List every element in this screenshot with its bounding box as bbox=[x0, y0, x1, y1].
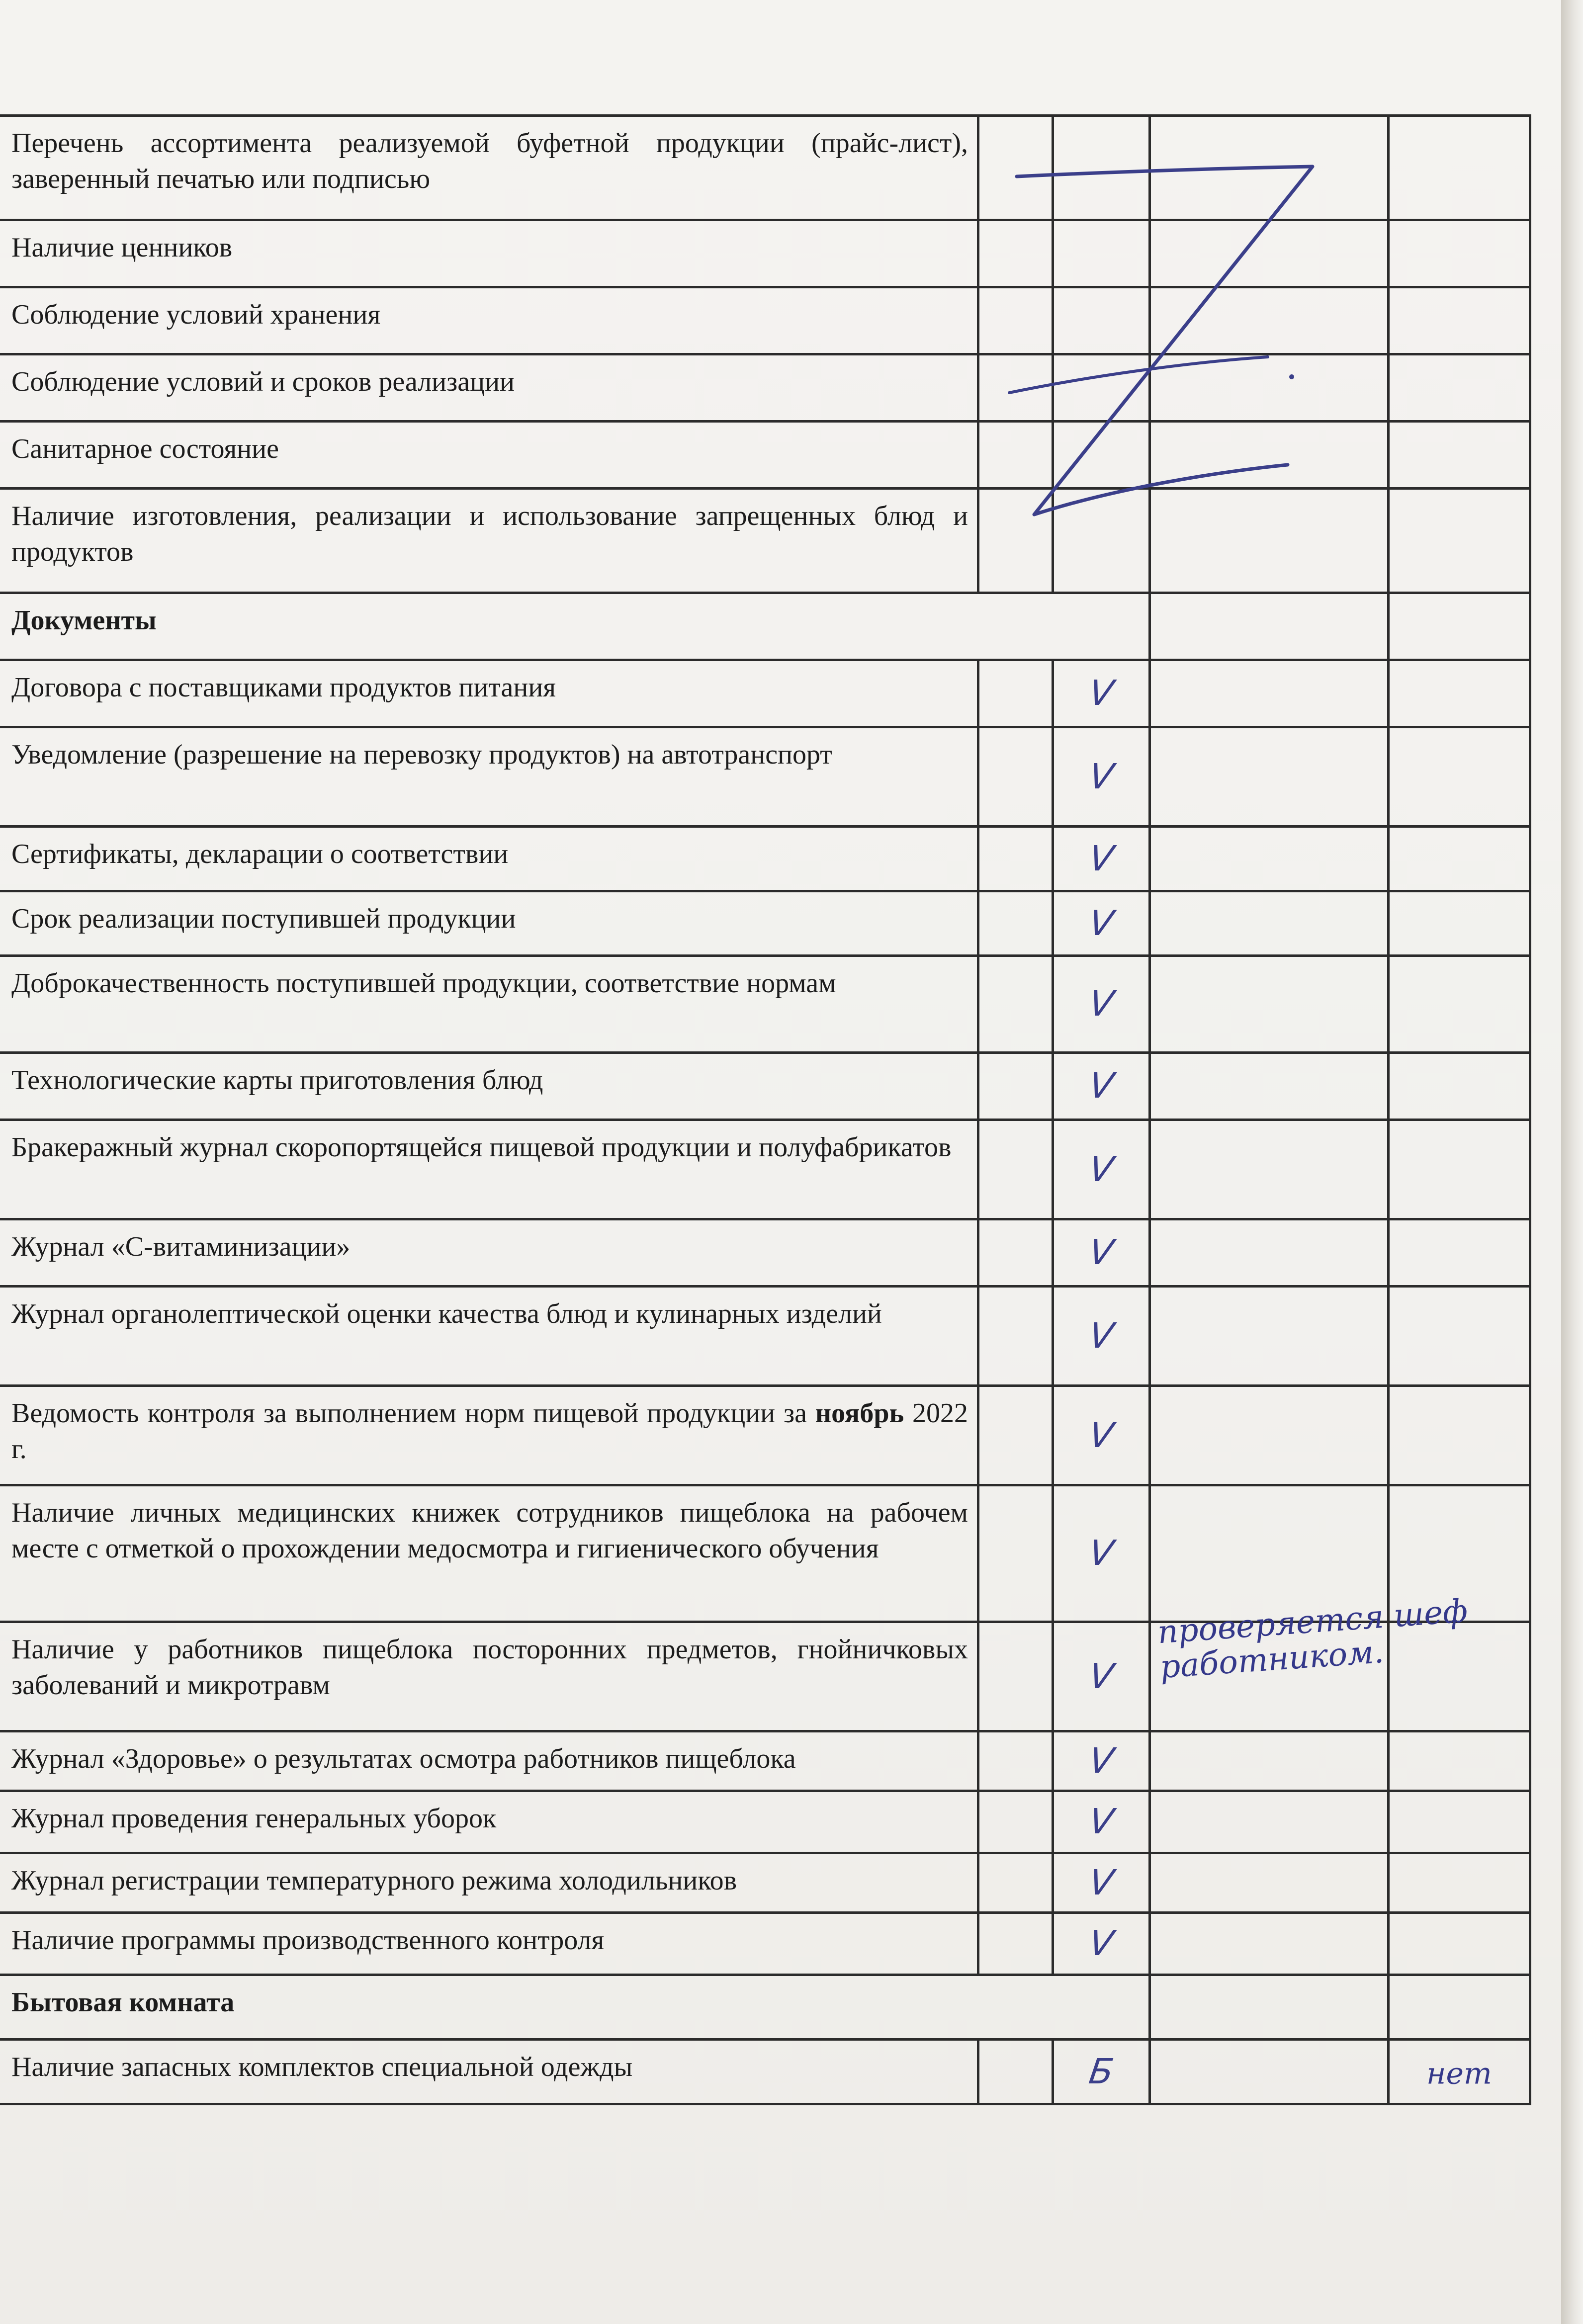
empty-cell bbox=[978, 727, 1053, 827]
note-cell bbox=[1150, 1913, 1389, 1975]
checklist-item-text: Журнал проведения генеральных уборок bbox=[1, 1791, 978, 1853]
check-mark-cell bbox=[1053, 1913, 1150, 1975]
note-cell bbox=[1150, 2040, 1389, 2104]
handwritten-check-mark: V bbox=[1086, 1065, 1116, 1107]
extra-cell bbox=[1389, 827, 1530, 891]
checklist-item-text: Наличие у работников пищеблока посторонних предметов, гнойничковых заболеваний и микротравм bbox=[1, 1622, 978, 1731]
table-row bbox=[1, 1853, 1530, 1913]
extra-cell bbox=[1389, 1731, 1530, 1791]
check-mark-cell bbox=[1053, 727, 1150, 827]
check-mark-cell bbox=[1053, 1622, 1150, 1731]
checklist-item-text: Журнал органолептической оценки качества блюд и кулинарных изделий bbox=[1, 1287, 978, 1386]
extra-cell bbox=[1389, 1913, 1530, 1975]
note-cell bbox=[1150, 1386, 1389, 1485]
extra-cell bbox=[1389, 1791, 1530, 1853]
empty-cell bbox=[978, 956, 1053, 1053]
check-mark-cell bbox=[1053, 1386, 1150, 1485]
check-mark-cell bbox=[1053, 660, 1150, 727]
check-mark-cell bbox=[1053, 1485, 1150, 1622]
handwritten-check-mark: V bbox=[1086, 756, 1116, 797]
checklist-item-text: Перечень ассортимента реализуемой буфетной продукции (прайс-лист), заверенный печатью или подписью bbox=[1, 116, 978, 220]
empty-cell bbox=[978, 1219, 1053, 1287]
checklist-item-text: Бракеражный журнал скоропортящейся пищевой продукции и полуфабрикатов bbox=[1, 1120, 978, 1219]
handwritten-check-mark: V bbox=[1086, 983, 1116, 1025]
extra-cell bbox=[1389, 1219, 1530, 1287]
extra-cell bbox=[1389, 2040, 1530, 2104]
handwritten-check-mark: V bbox=[1086, 1414, 1116, 1456]
empty-cell bbox=[1150, 593, 1389, 660]
empty-cell bbox=[978, 660, 1053, 727]
empty-cell bbox=[978, 1622, 1053, 1731]
section-title: Документы bbox=[1, 593, 1150, 660]
extra-cell bbox=[1389, 1287, 1530, 1386]
check-mark-cell bbox=[1053, 956, 1150, 1053]
table-row bbox=[1, 1219, 1530, 1287]
empty-cell bbox=[978, 1386, 1053, 1485]
scribble-cross-stroke bbox=[1009, 357, 1268, 393]
section-row bbox=[1, 593, 1530, 660]
strike-through-scribble bbox=[0, 0, 1583, 597]
scribble-z-stroke bbox=[1017, 167, 1313, 515]
checklist-item-text: Наличие изготовления, реализации и использование запрещенных блюд и продуктов bbox=[1, 489, 978, 593]
checklist-item-text: Наличие запасных комплектов специальной одежды bbox=[1, 2040, 978, 2104]
note-cell bbox=[1150, 891, 1389, 956]
empty-cell bbox=[978, 1485, 1053, 1622]
section-row bbox=[1, 1975, 1530, 2040]
check-mark-cell bbox=[1053, 1053, 1150, 1120]
handwritten-check-mark: V bbox=[1086, 1801, 1116, 1842]
handwritten-check-mark: V bbox=[1086, 1655, 1116, 1697]
table-row bbox=[1, 891, 1530, 956]
empty-cell bbox=[978, 1287, 1053, 1386]
section-title: Бытовая комната bbox=[1, 1975, 1150, 2040]
empty-cell bbox=[978, 1791, 1053, 1853]
checklist-item-text: Соблюдение условий хранения bbox=[1, 287, 978, 354]
table-row bbox=[1, 2040, 1530, 2104]
empty-cell bbox=[978, 1731, 1053, 1791]
handwritten-net: нет bbox=[1426, 2056, 1492, 2091]
handwritten-check-mark: V bbox=[1086, 902, 1116, 944]
check-mark-cell bbox=[1053, 1791, 1150, 1853]
empty-cell bbox=[978, 1913, 1053, 1975]
note-cell bbox=[1150, 1791, 1389, 1853]
empty-cell bbox=[978, 827, 1053, 891]
extra-cell bbox=[1389, 891, 1530, 956]
check-mark-cell bbox=[1053, 1731, 1150, 1791]
table-row bbox=[1, 1287, 1530, 1386]
checklist-item-text: Журнал «С-витаминизации» bbox=[1, 1219, 978, 1287]
note-cell bbox=[1150, 1853, 1389, 1913]
bold-month: ноябрь bbox=[815, 1398, 904, 1429]
handwritten-check-mark: Б bbox=[1086, 2051, 1116, 2092]
empty-cell bbox=[978, 891, 1053, 956]
note-cell bbox=[1150, 1219, 1389, 1287]
empty-cell bbox=[978, 1853, 1053, 1913]
table-row bbox=[1, 827, 1530, 891]
extra-cell bbox=[1389, 1120, 1530, 1219]
table-row bbox=[1, 1731, 1530, 1791]
checklist-item-text: Журнал регистрации температурного режима холодильников bbox=[1, 1853, 978, 1913]
note-cell bbox=[1150, 1120, 1389, 1219]
ink-dot bbox=[1289, 374, 1294, 379]
empty-cell bbox=[978, 2040, 1053, 2104]
check-mark-cell bbox=[1053, 2040, 1150, 2104]
note-cell bbox=[1150, 1053, 1389, 1120]
handwritten-check-mark: V bbox=[1086, 1148, 1116, 1190]
extra-cell bbox=[1389, 727, 1530, 827]
checklist-item-text: Доброкачественность поступившей продукции, соответствие нормам bbox=[1, 956, 978, 1053]
check-mark-cell bbox=[1053, 1120, 1150, 1219]
checklist-item-text: Срок реализации поступившей продукции bbox=[1, 891, 978, 956]
handwritten-check-mark: V bbox=[1086, 1923, 1116, 1964]
note-cell bbox=[1150, 1287, 1389, 1386]
checklist-item-text: Санитарное состояние bbox=[1, 422, 978, 489]
check-mark-cell bbox=[1053, 1287, 1150, 1386]
empty-cell bbox=[1389, 1975, 1530, 2040]
checklist-item-text: Соблюдение условий и сроков реализации bbox=[1, 354, 978, 422]
note-cell bbox=[1150, 727, 1389, 827]
table-row bbox=[1, 1120, 1530, 1219]
handwritten-check-mark: V bbox=[1086, 1315, 1116, 1356]
empty-cell bbox=[978, 1053, 1053, 1120]
note-cell bbox=[1150, 827, 1389, 891]
check-mark-cell bbox=[1053, 891, 1150, 956]
handwritten-note: проверяется шеф работником. bbox=[1156, 1592, 1469, 1686]
extra-cell bbox=[1389, 1853, 1530, 1913]
table-row bbox=[1, 1913, 1530, 1975]
table-row bbox=[1, 1053, 1530, 1120]
handwritten-check-mark: V bbox=[1086, 673, 1116, 714]
note-cell bbox=[1150, 956, 1389, 1053]
handwritten-check-mark: V bbox=[1086, 1740, 1116, 1781]
table-row bbox=[1, 1485, 1530, 1622]
extra-cell bbox=[1389, 660, 1530, 727]
extra-cell bbox=[1389, 956, 1530, 1053]
empty-cell bbox=[1389, 593, 1530, 660]
note-cell bbox=[1150, 1731, 1389, 1791]
checklist-item-text: Ведомость контроля за выполнением норм пищевой продукции за ноябрь 2022 г. bbox=[1, 1386, 978, 1485]
table-row bbox=[1, 956, 1530, 1053]
handwritten-check-mark: V bbox=[1086, 1862, 1116, 1903]
handwritten-check-mark: V bbox=[1086, 838, 1116, 879]
table-row bbox=[1, 727, 1530, 827]
checklist-item-text: Сертификаты, декларации о соответствии bbox=[1, 827, 978, 891]
extra-cell bbox=[1389, 1053, 1530, 1120]
checklist-item-text: Технологические карты приготовления блюд bbox=[1, 1053, 978, 1120]
checklist-item-text: Наличие ценников bbox=[1, 220, 978, 287]
checklist-item-text: Наличие программы производственного контроля bbox=[1, 1913, 978, 1975]
empty-cell bbox=[978, 1120, 1053, 1219]
check-mark-cell bbox=[1053, 827, 1150, 891]
handwritten-check-mark: V bbox=[1086, 1533, 1116, 1574]
checklist-item-text: Уведомление (разрешение на перевозку продуктов) на автотранспорт bbox=[1, 727, 978, 827]
note-cell bbox=[1150, 660, 1389, 727]
table-row bbox=[1, 1791, 1530, 1853]
checklist-item-text: Договора с поставщиками продуктов питания bbox=[1, 660, 978, 727]
table-row bbox=[1, 660, 1530, 727]
check-mark-cell bbox=[1053, 1219, 1150, 1287]
check-mark-cell bbox=[1053, 1853, 1150, 1913]
handwritten-check-mark: V bbox=[1086, 1232, 1116, 1273]
table-row bbox=[1, 1386, 1530, 1485]
extra-cell bbox=[1389, 1386, 1530, 1485]
empty-cell bbox=[1150, 1975, 1389, 2040]
checklist-item-text: Наличие личных медицинских книжек сотрудников пищеблока на рабочем месте с отметкой о прохождении медосмотра и гигиенического обучения bbox=[1, 1485, 978, 1622]
checklist-item-text: Журнал «Здоровье» о результатах осмотра работников пищеблока bbox=[1, 1731, 978, 1791]
